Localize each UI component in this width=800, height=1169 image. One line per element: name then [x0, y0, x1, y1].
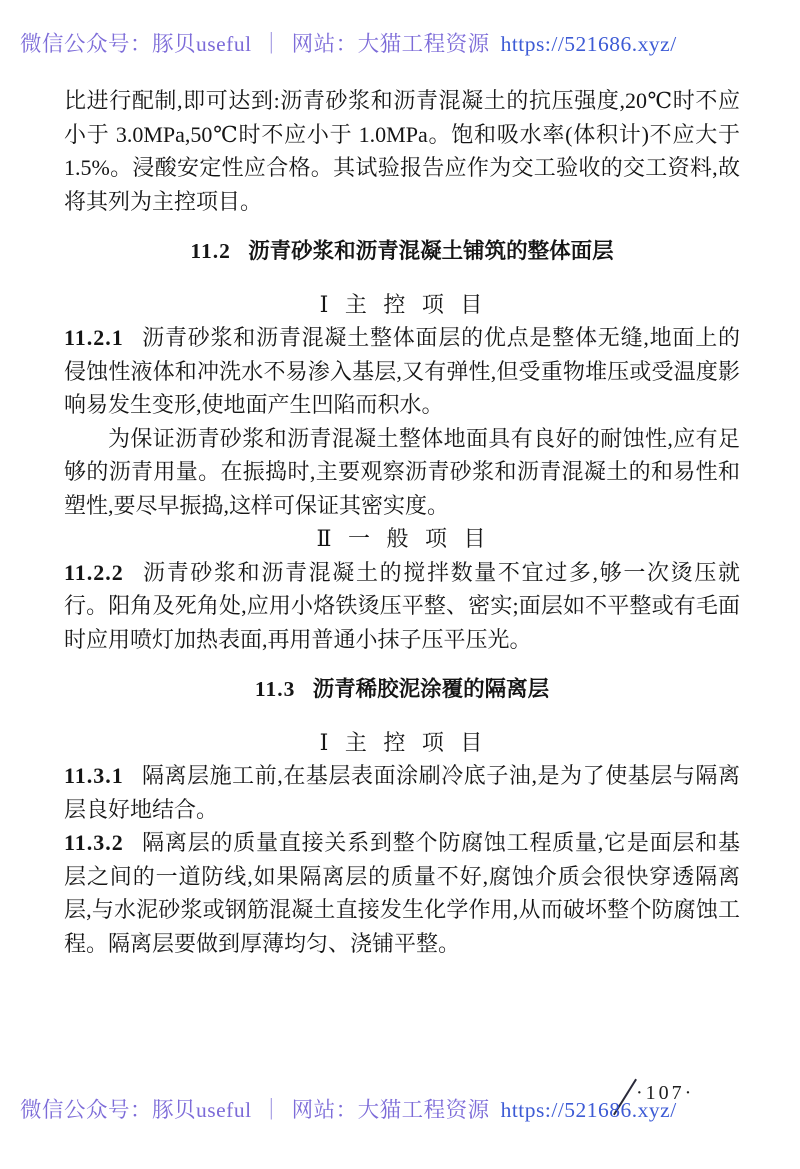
clause-text-11-3-1: 隔离层施工前,在基层表面涂刷冷底子油,是为了使基层与隔离层良好地结合。 — [64, 763, 740, 822]
footer-watermark — [20, 1093, 790, 1124]
footer-watermark-url: https://521686.xyz/ — [500, 1098, 677, 1122]
section-title: 沥青砂浆和沥青混凝土铺筑的整体面层 — [248, 239, 614, 263]
subheading-main-control-items-1: Ⅰ 主 控 项 目 — [319, 291, 485, 317]
paragraph-continuation: 比进行配制,即可达到:沥青砂浆和沥青混凝土的抗压强度,20℃时不应小于 3.0MPa,50℃时不应小于 1.0MPa。饱和吸水率(体积计)不应大于 1.5%。浸酸安定性应合格。其试验报告应作为交工验收的交工资料,故将其列为主控项目。 — [64, 88, 740, 214]
header-wechat-label: 微信公众号：豚贝useful — [20, 32, 252, 56]
section-title: 沥青稀胶泥涂覆的隔离层 — [312, 677, 550, 701]
header-watermark — [20, 27, 790, 58]
section-number: 11.3 — [254, 677, 296, 701]
page-number: ·107· — [636, 1082, 695, 1104]
document-body — [64, 84, 740, 960]
clause-number-11-3-1: 11.3.1 — [64, 763, 124, 788]
paragraph-explanation: 为保证沥青砂浆和沥青混凝土整体地面具有良好的耐蚀性,应有足够的沥青用量。在振捣时,主要观察沥青砂浆和沥青混凝土的和易性和塑性,要尽早振捣,这样可保证其密实度。 — [64, 425, 740, 518]
clause-text-11-3-2: 隔离层的质量直接关系到整个防腐蚀工程质量,它是面层和基层之间的一道防线,如果隔离层的质量不好,腐蚀介质会很快穿透隔离层,与水泥砂浆或钢筋混凝土直接发生化学作用,从而破坏整个防腐蚀工程。隔离层要做到厚薄均匀、浇铺平整。 — [64, 830, 740, 956]
subheading-general-items: Ⅱ 一 般 项 目 — [316, 526, 488, 551]
clause-11-2-1 — [64, 321, 740, 422]
header-watermark-url: https://521686.xyz/ — [500, 32, 677, 56]
clause-11-3-1 — [64, 759, 740, 826]
clause-text-11-2-2: 沥青砂浆和沥青混凝土的搅拌数量不宜过多,够一次烫压就行。阳角及死角处,应用小烙铁烫压平整、密实;面层如不平整或有毛面时应用喷灯加热表面,再用普通小抹子压平压光。 — [64, 559, 740, 652]
clause-number-11-3-2: 11.3.2 — [64, 830, 124, 855]
section-heading-11-3 — [64, 673, 740, 707]
subheading-main-control-items-2: Ⅰ 主 控 项 目 — [319, 729, 485, 755]
clause-11-3-2 — [64, 826, 740, 960]
footer-wechat-label: 微信公众号：豚贝useful — [20, 1098, 252, 1122]
clause-number-11-2-1: 11.2.1 — [64, 325, 124, 350]
clause-11-2-2 — [64, 556, 740, 657]
clause-number-11-2-2: 11.2.2 — [64, 559, 124, 585]
section-number: 11.2 — [190, 239, 231, 263]
section-heading-11-2 — [64, 235, 740, 269]
header-watermark-separator: ｜ — [260, 32, 283, 56]
footer-watermark-separator: ｜ — [260, 1098, 283, 1122]
clause-text-11-2-1: 沥青砂浆和沥青混凝土整体面层的优点是整体无缝,地面上的侵蚀性液体和冲洗水不易渗入基层,又有弹性,但受重物堆压或受温度影响易发生变形,使地面产生凹陷而积水。 — [64, 325, 740, 417]
footer-site-label: 网站：大猫工程资源 — [291, 1098, 490, 1122]
header-site-label: 网站：大猫工程资源 — [291, 32, 490, 56]
